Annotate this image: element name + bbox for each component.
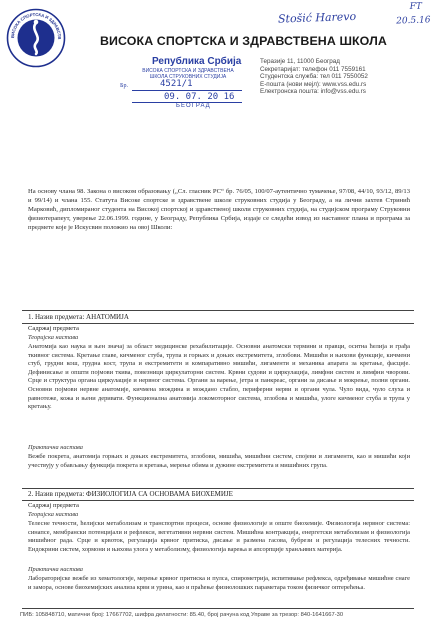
stamp-number-label: Бр. (120, 83, 128, 89)
section-divider (22, 488, 414, 489)
section-divider (22, 500, 414, 501)
stamp-number: 4521/1 (160, 79, 193, 89)
stamp-city: БЕОГРАД (176, 103, 211, 109)
stamp-subtitle: ВИСОКА СПОРТСКА И ЗДРАВСТВЕНА ШКОЛА СТРУКОВНИХ СТУДИЈА (142, 68, 234, 80)
theory-text: Анатомија као наука и њен значај за област медицинске рехабилитације. Основни анатомски термини и правци, оситна ћелија и грађа ткивног система. Кретање главе, кичменог стуба, трупа и горњих и доњих екстремитета, зглобови. Мишићи и њихови функције, кичмени стуб, грудни кош, грудна кост, трупа и екстремитети и компаративно мишићи, лигаменти и механика апарата за кретање, фасције. Дефинисање и општи појмови ткива, повезници циркулаторни систем. Крвни судови и циркулација, лимфни систем и лимфни чворови. Срце и структура органа циркулације и нервног система. Органи за варење, јетра и панкреас, органи за дисање и мокрење, полни органи. Основни појмови нервне анатомије, кичмена мождина и мождано стабло, периферни нерви и органи чула. Чуло вида, чуло слуха и равнотеже, кожа и њени деривати. Функционална анатомија локомоторног система, зглобова и мишића, улоге кичменог стуба и трупа у кретању. (28, 343, 410, 411)
contact-block (260, 58, 432, 96)
section-divider (22, 310, 414, 311)
stamp-heading: Република Србија (152, 56, 242, 67)
contact-line: Електронска пошта: info@vss.edu.rs (260, 88, 366, 96)
contact-line: Е-пошта (нови мејл): www.vss.edu.rs (260, 80, 367, 88)
handwritten-note (278, 1, 431, 34)
theory-label: Теоријска настава (28, 334, 79, 341)
contact-line: Теразије 11, 11000 Београд (260, 58, 340, 65)
school-logo (6, 8, 66, 68)
theory-label: Теоријска настава (28, 511, 79, 518)
stamp-divider (132, 90, 242, 91)
contact-line: Секретаријат: телефон 011 7559161 (260, 65, 366, 73)
intro-paragraph: На основу члана 98. Закона о високом образовању („Сл. гласник РС“ бр. 76/05, 100/07-аутентично тумачење, 97/08, 44/10, 93/12, 89/13 и 99/14) и члана 155. Статута Високе спортске и здравствене школе струковних студија у Београду, а на лични захтев Стринић Марковић, дипломираног студента на Високој спортској и здравственој школи струковних студија, на студијском програму Струковни физиотерапеут, уверење 22.06.1999. године, у Београду, Република Србија, издаје се следећи извод из наставног плана и програма за предмете које је Искусвин положио на овој Школи: (28, 188, 410, 231)
practice-text: Лабораторијске вежбе из хематологије, мерење крвног притиска и пулса, спирометрија, испитивање рефлекса, одређивање мишићне снаге и замора, основе биохемијских анализа крви и урина, као и праћење физиолошких параметара током физичког оптерећења. (28, 575, 410, 591)
theory-text: Телесне течности, ћелијски метаболизам и транспортни процеси, основе физиологије и опште биохемије. Физиологија нервног система: синапсе, мембрански потенцијали и рефлекси, вегетативни нервни систем. Мишићна контракција, енергетски метаболизам и физиологија мишићног рада. Срце и крвоток, регулација крвног притиска, дисање и размена гасова, бубрези и регулација телесних течности. Ендокрини систем, хормони и њихова улога у метаболизму, физиологија варења и апсорпције хранљивих материја. (28, 520, 410, 553)
practice-text: Вежбе покрета, анатомија горњих и доњих екстремитета, зглобови, мишића, мишићни систем, спојеви и лигаменти, као и мишићи који учествују у обављању функција покрета и кретања, мерење обима и дужине екстремитета и мишићних група. (28, 453, 410, 469)
footer-divider (22, 608, 414, 609)
handwritten-signature: Stošić Harevo (277, 9, 357, 26)
section-title: 2. Назив предмета: ФИЗИОЛОГИЈА СА ОСНОВАМА БИОХЕМИЈЕ (28, 490, 233, 498)
handwritten-initials: FT (409, 1, 423, 13)
stamp-date: 09. 07. 20 16 (164, 92, 235, 102)
section-title: 1. Назив предмета: АНАТОМИЈА (28, 313, 129, 321)
practice-label: Практична настава (28, 444, 83, 451)
school-title: ВИСОКА СПОРТСКА И ЗДРАВСТВЕНА ШКОЛА (100, 34, 387, 48)
content-label: Садржај предмета (28, 325, 79, 332)
handwritten-date: 20.5.16 (395, 15, 431, 27)
section-divider (22, 323, 414, 324)
registration-stamp (120, 56, 244, 116)
practice-label: Практична настава (28, 566, 83, 573)
content-label: Садржај предмета (28, 502, 79, 509)
footer-registry: ПИБ: 105848710, матични број: 17667702, шифра делатности: 85.40, број рачуна код Управе за трезор: 840-1641667-30 (20, 612, 344, 618)
logo-ring-text: ВИСОКА СПОРТСКА И ЗДРАВСТВ (9, 11, 63, 40)
contact-line: Студентска служба: тел 011 7550052 (260, 73, 368, 81)
